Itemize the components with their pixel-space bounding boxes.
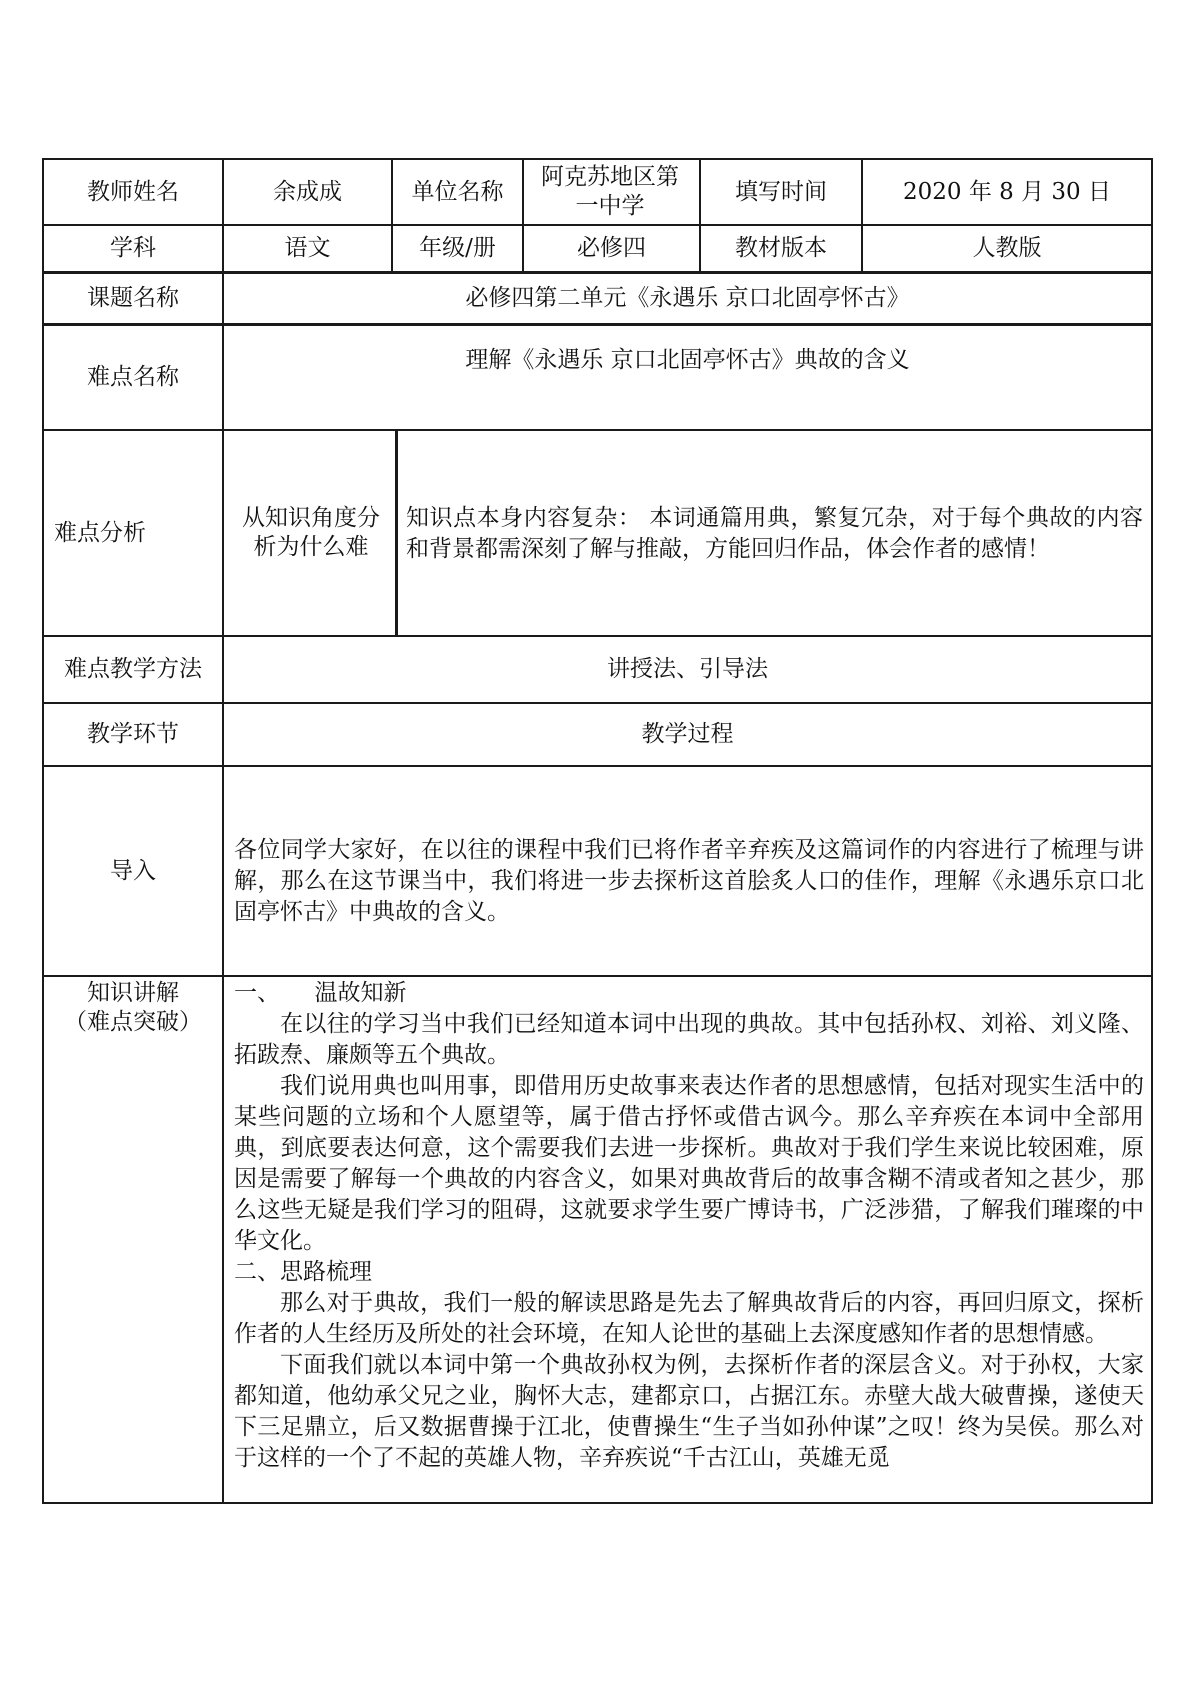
intro-text: 各位同学大家好，在以往的课程中我们已将作者辛弃疾及这篇词作的内容进行了梳理与讲解，那么在这节课当中，我们将进一步去探析这首脍炙人口的佳作，理解《永遇乐京口北固亭怀古》中典故的含义。 bbox=[234, 837, 1144, 925]
intro-label: 导入 bbox=[110, 857, 156, 884]
difficulty-label: 难点名称 bbox=[87, 364, 179, 390]
topic-value: 必修四第二单元《永遇乐 京口北固亭怀古》 bbox=[465, 285, 910, 311]
fill-time-label: 填写时间 bbox=[735, 178, 827, 205]
unit-name-value: 阿克苏地区第一中学 bbox=[541, 164, 679, 219]
subject-value: 语文 bbox=[284, 235, 331, 261]
table-border-right bbox=[1151, 158, 1153, 1504]
knowledge-paragraph: 我们说用典也叫用事，即借用历史故事来表达作者的思想感情，包括对现实生活中的某些问题的立场和个人愿望等，属于借古抒怀或借古讽今。那么辛弃疾在本词中全部用典，到底要表达何意，这个需要我们去进一步探析。典故对于我们学生来说比较困难，原因是需要了解每一个典故的内容含义，如果对典故背后的故事含糊不清或者知之甚少，那么这些无疑是我们学习的阻碍，这就要求学生要广博诗书，广泛涉猎，了解我们璀璨的中华文化。 bbox=[234, 1073, 1144, 1254]
grade-label: 年级/册 bbox=[419, 235, 496, 261]
edition-value: 人教版 bbox=[972, 235, 1042, 261]
method-value: 讲授法、引导法 bbox=[607, 656, 768, 682]
knowledge-paragraph: 那么对于典故，我们一般的解读思路是先去了解典故背后的内容，再回归原文，探析作者的人生经历及所处的社会环境，在知人论世的基础上去深度感知作者的思想情感。 bbox=[234, 1290, 1144, 1347]
fill-time-value: 2020 年 8 月 30 日 bbox=[903, 178, 1111, 205]
analysis-angle: 从知识角度分析为什么难 bbox=[242, 505, 380, 560]
method-label: 难点教学方法 bbox=[64, 656, 202, 682]
edition-label: 教材版本 bbox=[735, 235, 827, 261]
knowledge-paragraph: 在以往的学习当中我们已经知道本词中出现的典故。其中包括孙权、刘裕、刘义隆、拓跋焘、廉颇等五个典故。 bbox=[234, 1011, 1144, 1068]
section1-title: 一、 温故知新 bbox=[234, 980, 407, 1006]
analysis-label: 难点分析 bbox=[54, 519, 146, 546]
teacher-name-value: 余成成 bbox=[273, 178, 342, 205]
subject-label: 学科 bbox=[110, 235, 156, 261]
difficulty-value: 理解《永遇乐 京口北固亭怀古》典故的含义 bbox=[465, 346, 910, 373]
topic-label: 课题名称 bbox=[87, 285, 179, 311]
unit-name-label: 单位名称 bbox=[411, 178, 504, 205]
analysis-content: 知识点本身内容复杂： 本词通篇用典，繁复冗杂，对于每个典故的内容和背景都需深刻了解与推敲，方能回归作品，体会作者的感情！ bbox=[406, 505, 1143, 562]
knowledge-paragraph: 下面我们就以本词中第一个典故孙权为例，去探析作者的深层含义。对于孙权，大家都知道，他幼承父兄之业，胸怀大志，建都京口，占据江东。赤壁大战大破曹操，遂使天下三足鼎立，后又数据曹操于江北，使曹操生“生子当如孙仲谋”之叹！终为吴侯。那么对于这样的一个了不起的英雄人物，辛弃疾说“千古江山，英雄无觅 bbox=[234, 1352, 1144, 1471]
table-border-bottom bbox=[42, 1502, 1153, 1504]
section2-title: 二、思路梳理 bbox=[234, 1259, 372, 1285]
stage-label: 教学环节 bbox=[87, 721, 179, 747]
knowledge-content bbox=[234, 978, 1144, 1474]
stage-value: 教学过程 bbox=[641, 721, 734, 747]
teacher-name-label: 教师姓名 bbox=[87, 178, 179, 205]
knowledge-label-line2: （难点突破） bbox=[64, 1008, 202, 1035]
analysis-divider bbox=[395, 429, 398, 637]
knowledge-label-line1: 知识讲解 bbox=[87, 979, 179, 1006]
grade-value: 必修四 bbox=[577, 235, 646, 261]
